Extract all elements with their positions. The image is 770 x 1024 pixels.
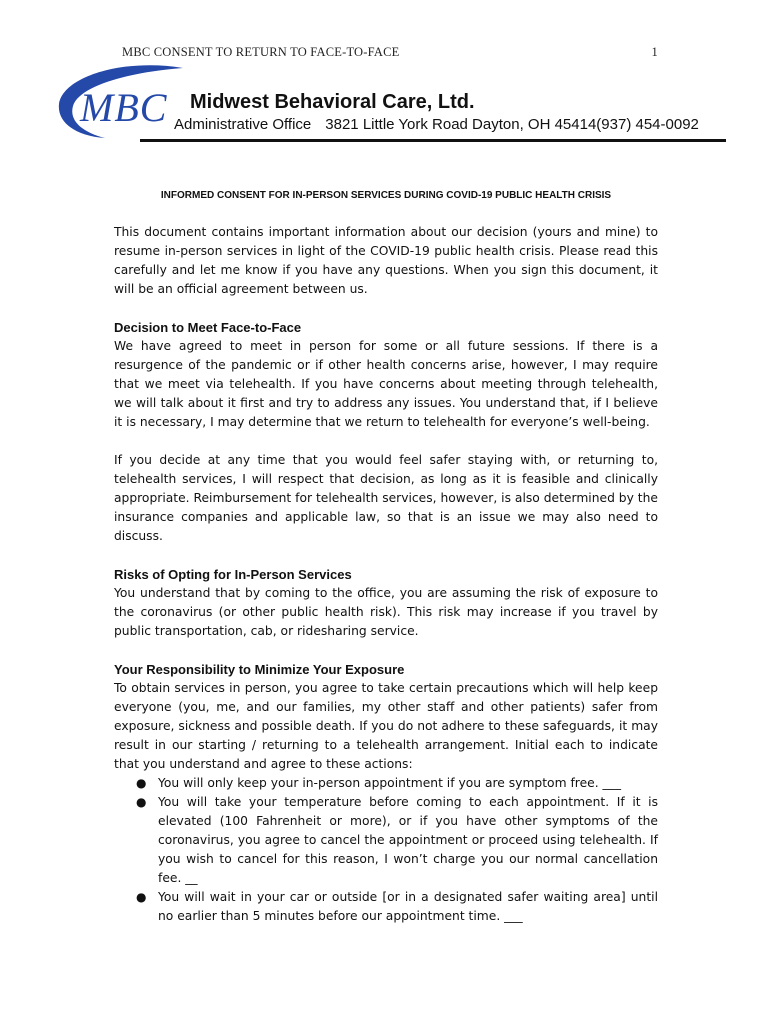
- organization-address-line: [174, 116, 699, 133]
- letterhead-divider: [140, 139, 726, 142]
- office-address: 3821 Little York Road Dayton, OH 45414(937) 454-0092: [325, 116, 699, 133]
- bullet-icon: ●: [136, 776, 147, 790]
- risks-paragraph: You understand that by coming to the office, you are assuming the risk of exposure to the coronavirus (or other public health risk). This risk may increase if you travel by public transportation, cab, or ridesharing service.: [114, 586, 658, 638]
- bullet-icon: ●: [136, 795, 147, 809]
- decision-paragraph-1: We have agreed to meet in person for some or all future sessions. If there is a resurgence of the pandemic or if other health concerns arise, however, I may require that we meet via telehealth. If you have concerns about meeting through telehealth, we will talk about it first and try to address any issues. You understand that, if I believe it is necessary, I may determine that we return to telehealth for everyone’s well-being.: [114, 339, 658, 429]
- section-heading-decision: Decision to Meet Face-to-Face: [114, 320, 302, 335]
- section-heading-responsibility: Your Responsibility to Minimize Your Exposure: [114, 662, 405, 677]
- list-item: ● You will take your temperature before coming to each appointment. If it is elevated (100 Fahrenheit or more), or if you have other symptoms of the coronavirus, you agree to cancel the appointment or proceed using telehealth. If you wish to cancel for this reason, I won’t charge you our normal cancellation fee. __: [136, 795, 658, 885]
- precautions-list: [114, 774, 658, 926]
- document-body: [114, 223, 658, 926]
- section-heading-risks: Risks of Opting for In-Person Services: [114, 567, 352, 582]
- intro-paragraph: This document contains important information about our decision (yours and mine) to resume in-person services in light of the COVID-19 public health crisis. Please read this carefully and let me know if you have any questions. When you sign this document, it will be an official agreement between us.: [114, 225, 658, 296]
- running-header: [122, 45, 658, 60]
- decision-paragraph-2: If you decide at any time that you would feel safer staying with, or returning to, telehealth services, I will respect that decision, as long as it is feasible and clinically appropriate. Reimbursement for telehealth services, however, is also determined by the insurance companies and applicable law, so that is an issue we may also need to discuss.: [114, 453, 658, 543]
- page-number: 1: [651, 45, 658, 59]
- bullet-icon: ●: [136, 890, 147, 904]
- organization-name: Midwest Behavioral Care, Ltd.: [190, 91, 475, 113]
- logo-mbc-text: MBC: [80, 85, 168, 130]
- responsibility-paragraph: To obtain services in person, you agree to take certain precautions which will help keep everyone (you, me, and our families, my other staff and other patients) safer from exposure, sickness and possible death. If you do not adhere to these safeguards, it may result in our starting / returning to a telehealth arrangement. Initial each to indicate that you understand and agree to these actions:: [114, 681, 658, 771]
- office-label: Administrative Office: [174, 116, 312, 133]
- list-item: ● You will wait in your car or outside [or in a designated safer waiting area] until no earlier than 5 minutes before our appointment time. ___: [136, 890, 658, 923]
- document-title: INFORMED CONSENT FOR IN-PERSON SERVICES DURING COVID-19 PUBLIC HEALTH CRISIS: [160, 190, 612, 201]
- running-header-title: MBC CONSENT TO RETURN TO FACE-TO-FACE: [122, 45, 400, 59]
- list-item: ● You will only keep your in-person appointment if you are symptom free. ___: [158, 774, 658, 793]
